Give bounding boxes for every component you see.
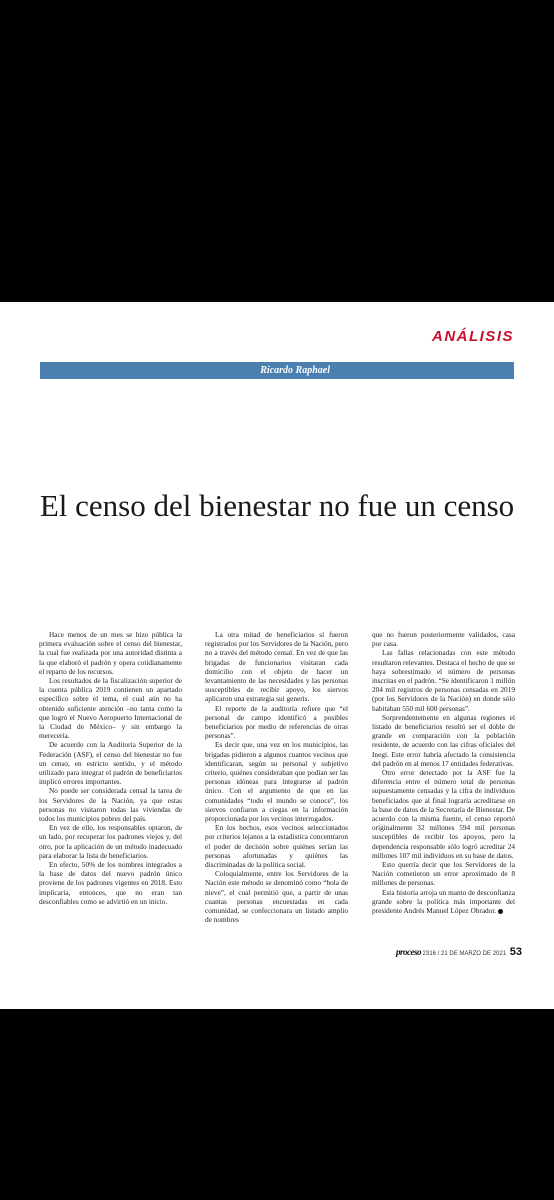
magazine-page [0,302,554,1009]
end-of-article-icon [498,909,503,914]
headline: El censo del bienestar no fue un censo [39,488,515,523]
article-column-3 [372,630,515,915]
paragraph: que no fueron posteriormente validados, casa por casa. [372,630,515,649]
article-column-1 [39,630,182,906]
paragraph: En efecto, 50% de los nombres integrados a la base de datos del nuevo padrón único proviene de los padrones vigentes en 2018. Esto implicaría, entonces, que no eran tan desconfiables como se advirtió en un inicio. [39,860,182,906]
paragraph: El reporte de la auditoría refiere que “el personal de campo identificó a posibles beneficiarios por medio de referencias de otras personas”. [205,703,348,741]
closing-text: Esta historia arroja un manto de desconfianza grande sobre la política más importante del presidente Andrés Manuel López Obrador. [372,887,515,916]
paragraph: Es decir que, una vez en los municipios, las brigadas pidieron a algunos cuantos vecinos que identificaran, según su personal y subjetivo criterio, quiénes consideraban que podían ser las personas idóneas para integrarse al padrón único. Con el argumento de que en las comunidades “todo el mundo se conoce”, los siervos confiaron a ciegas en la información proporcionada por los vecinos interrogados. [205,740,348,824]
article-column-2 [205,630,348,925]
publication-logo: proceso [396,947,421,957]
paragraph: La otra mitad de beneficiarios sí fueron registrados por los Servidores de la Nación, pero no a través del método censal. En vez de que las brigadas de funcionarios visitaran cada domicilio con el objeto de hacer un levantamiento de las necesidades y las personas susceptibles de recibir apoyo, los siervos aplicaron una estrategia sui generis. [205,630,348,704]
issue-info: 2316 / 21 DE MARZO DE 2021 [422,951,507,957]
paragraph-last [372,888,515,916]
paragraph: Otro error detectado por la ASF fue la diferencia entre el número total de personas supuestamente censadas y la cifra de individuos beneficiados que al final lograría acreditarse en la base de datos de la Secretaría de Bienestar. De acuerdo con la misma fuente, el censo reportó originalmente 32 millones 594 mil personas susceptibles de recibir los apoyos, pero la dependencia responsable sólo logró acreditar 24 millones 107 mil individuos en su base de datos. [372,768,515,860]
section-label: ANÁLISIS [431,328,514,345]
paragraph: Hace menos de un mes se hizo pública la primera evaluación sobre el censo del bienestar, la cual fue realizada por una autoridad distinta a la que elaboró el padrón y opera cotidianamente el reparto de los recursos. [39,630,182,676]
paragraph: No puede ser considerada censal la tarea de los Servidores de la Nación, ya que estas personas no visitaron todas las viviendas de todos los municipios pobres del país. [39,786,182,824]
page-number: 53 [509,946,522,958]
page-footer [396,946,522,958]
author-name: Ricardo Raphael [260,365,330,376]
paragraph: Esto querría decir que los Servidores de la Nación cometieron un error aproximado de 8 millones de personas. [372,860,515,888]
paragraph: Las fallas relacionadas con este método resultaron relevantes. Destaca el hecho de que se haya sobrestimado el número de personas inscritas en el padrón. “Se identificaron 1 millón 204 mil registros de personas censadas en 2019 (por los Servidores de la Nación) en donde sólo habitaban 550 mil 600 personas”. [372,648,515,713]
paragraph: Los resultados de la fiscalización superior de la cuenta pública 2019 contienen un apartado específico sobre el tema, el cual aún no ha obtenido suficiente atención –no tanta como la que logró el Nuevo Aeropuerto Internacional de la Ciudad de México– y sin embargo la merecería. [39,676,182,741]
author-bar [40,362,514,379]
paragraph: En vez de ello, los responsables optaron, de un lado, por recuperar los padrones viejos y, del otro, por la aplicación de un método inadecuado para elaborar la lista de beneficiarios. [39,823,182,860]
paragraph: De acuerdo con la Auditoría Superior de la Federación (ASF), el censo del bienestar no fue un censo, en estricto sentido, y el método utilizado para integrar el padrón de beneficiarios implicó errores importantes. [39,740,182,787]
paragraph: En los hechos, esos vecinos seleccionados por criterios lejanos a la estadística concentraron el poder de decisión sobre quiénes serían las personas afortunadas y quiénes las discriminadas de la política social. [205,823,348,870]
paragraph: Coloquialmente, entre los Servidores de la Nación este método se denominó como “bola de nieve”, el cual permitió que, a partir de unas cuantas personas encuestadas en cada comunidad, se confeccionara un listado amplio de nombres [205,869,348,925]
paragraph: Sorprendentemente en algunas regiones el listado de beneficiarios resultó ser el doble de grande en comparación con la población residente, de acuerdo con las cifras oficiales del Inegi. Este error habría afectado la consistencia del padrón en al menos 17 entidades federativas. [372,712,515,768]
